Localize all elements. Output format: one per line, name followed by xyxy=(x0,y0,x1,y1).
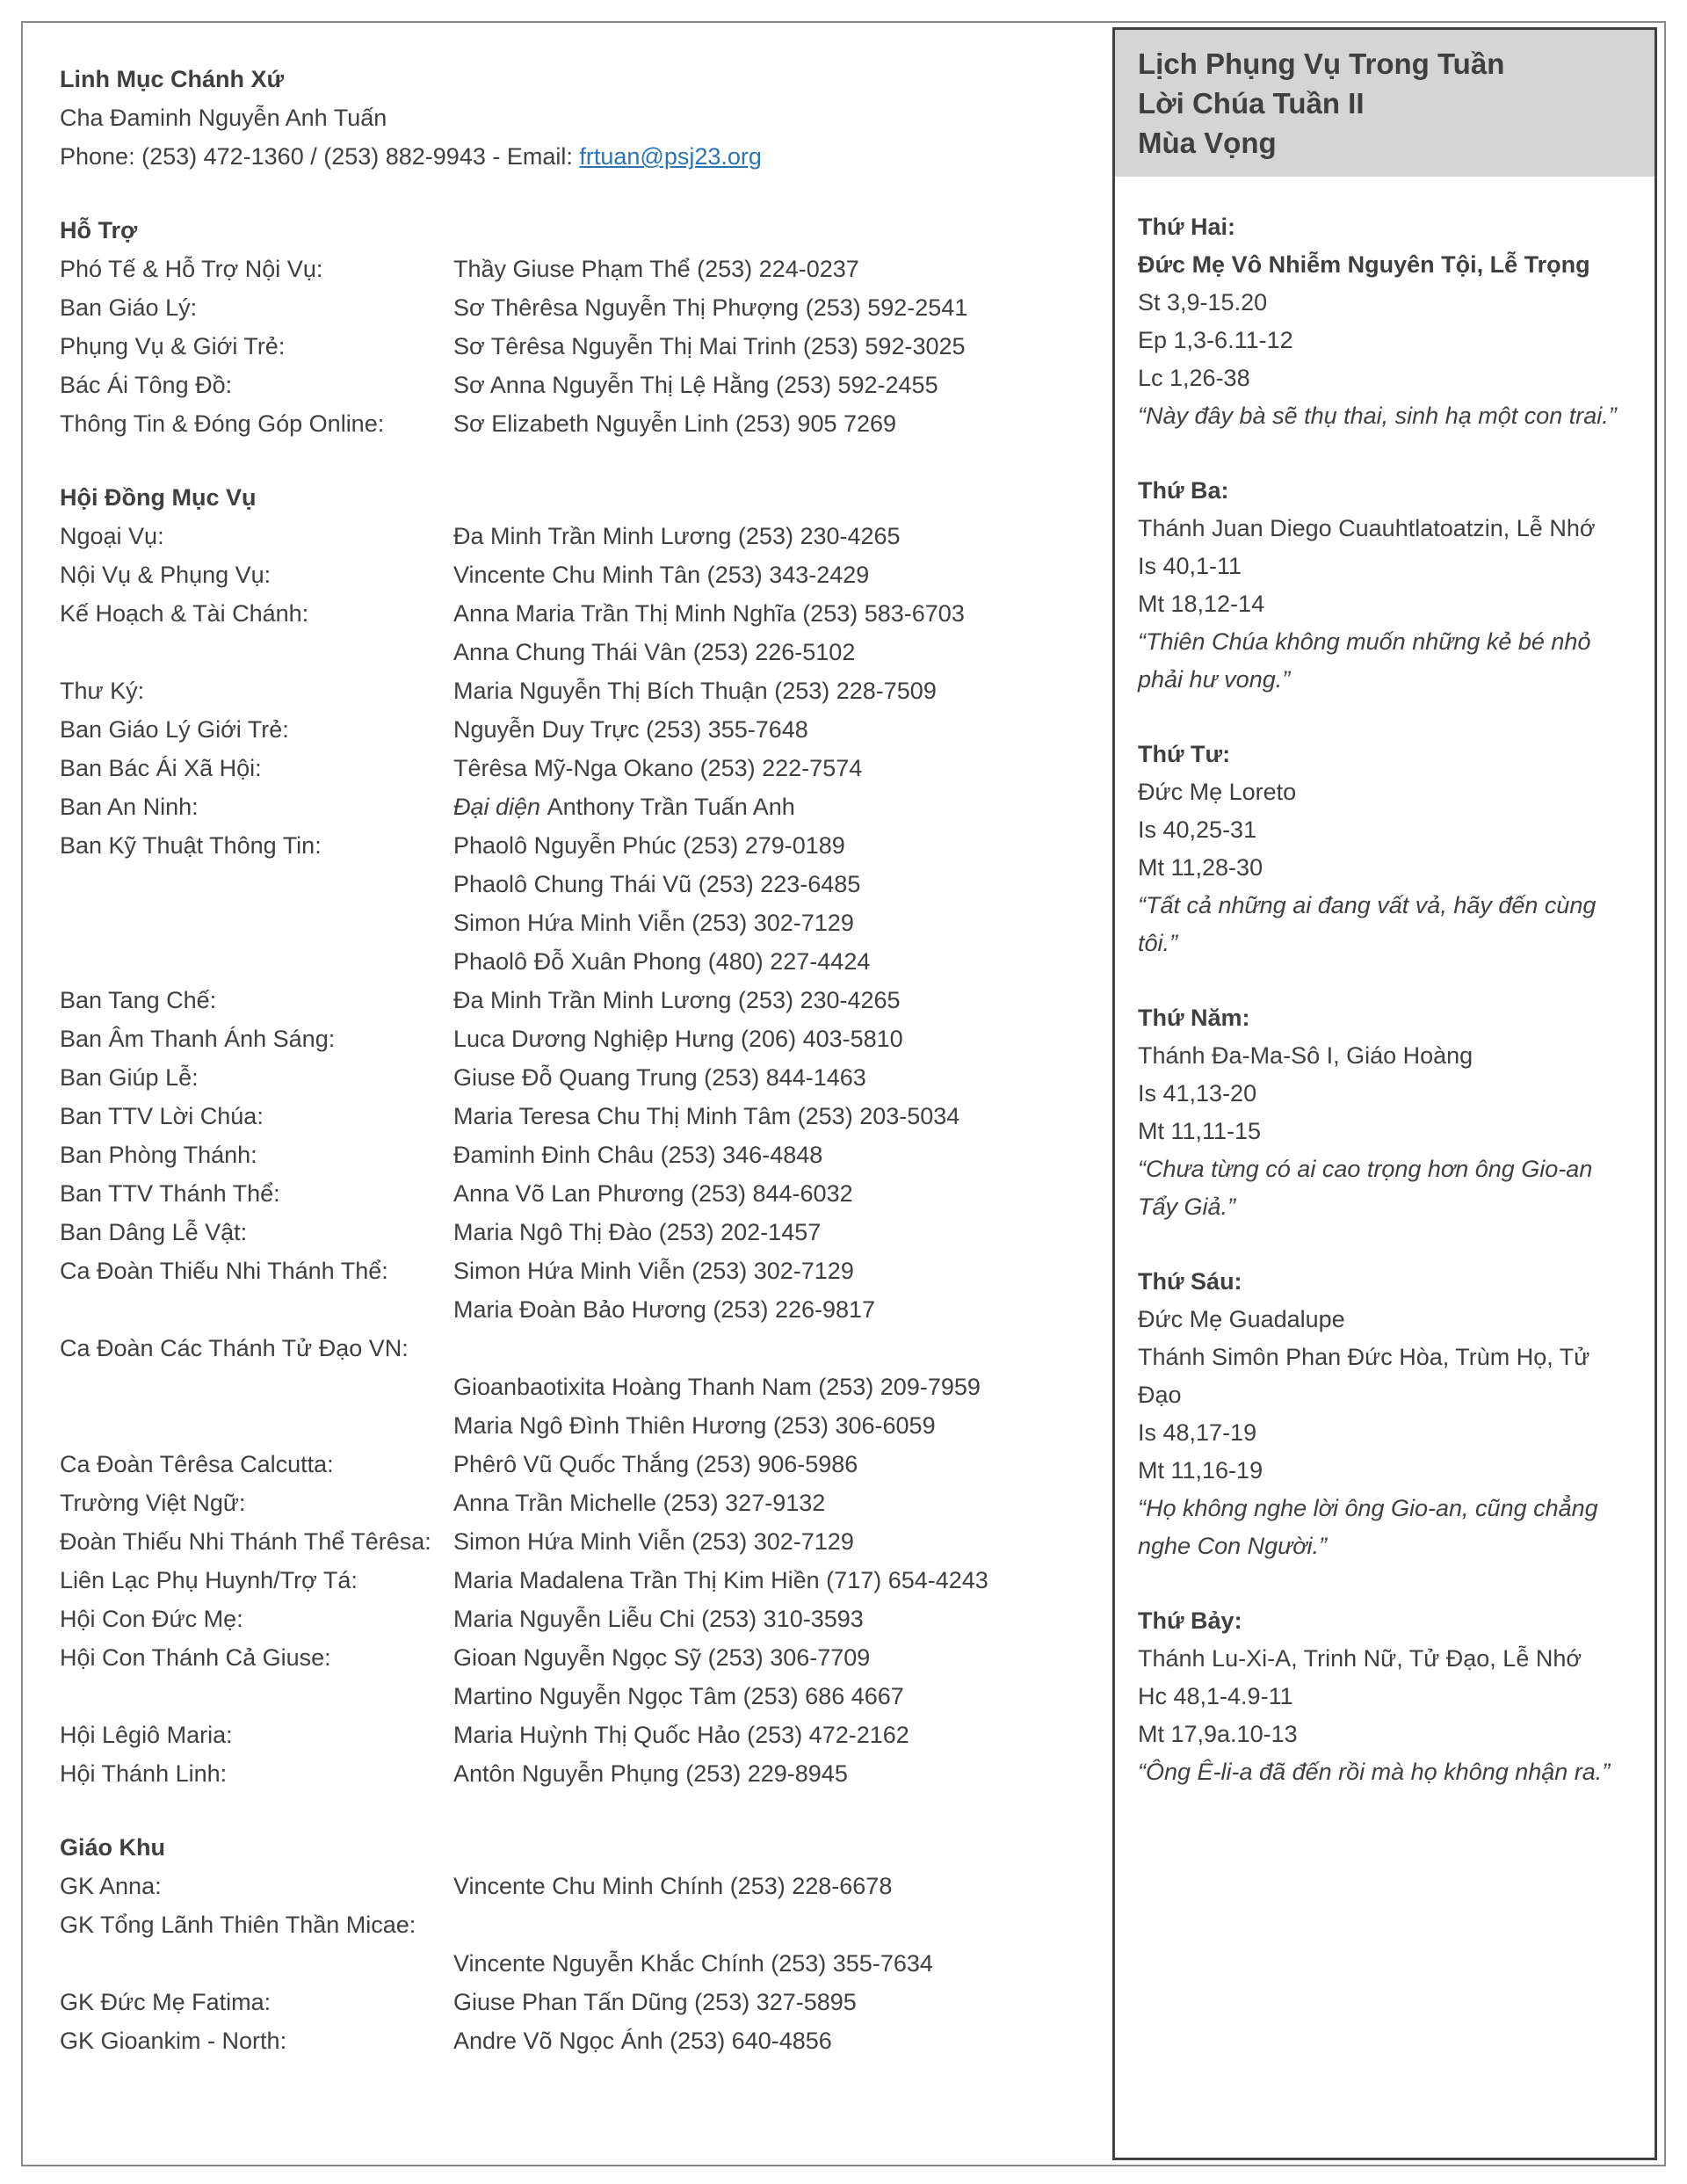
row-label: Liên Lạc Phụ Huynh/Trợ Tá: xyxy=(60,1567,358,1593)
directory-section xyxy=(60,1828,1091,2060)
feast-line: Thánh Lu-Xi-A, Trinh Nữ, Tử Đạo, Lễ Nhớ xyxy=(1138,1645,1582,1672)
day-feasts xyxy=(1138,1301,1632,1414)
row-value: Simon Hứa Minh Viễn (253) 302-7129 xyxy=(453,1528,854,1555)
row-value: Vincente Chu Minh Chính (253) 228-6678 xyxy=(453,1873,893,1899)
liturgy-days xyxy=(1115,208,1654,1809)
row-value: Giuse Đỗ Quang Trung (253) 844-1463 xyxy=(453,1064,866,1091)
row-value: Phêrô Vũ Quốc Thắng (253) 906-5986 xyxy=(453,1451,858,1477)
section-title: Hội Đồng Mục Vụ xyxy=(60,484,257,511)
directory-column xyxy=(23,23,1112,2165)
row-label: Ca Đoàn Thiếu Nhi Thánh Thể: xyxy=(60,1258,388,1284)
feast-line: Đức Mẹ Vô Nhiễm Nguyên Tội, Lễ Trọng xyxy=(1138,251,1590,278)
directory-row xyxy=(60,2021,1091,2060)
day-readings xyxy=(1138,548,1632,623)
row-value: Giuse Phan Tấn Dũng (253) 327-5895 xyxy=(453,1989,857,2015)
directory-row xyxy=(60,1983,1091,2021)
directory-row xyxy=(60,1600,1091,1638)
directory-row xyxy=(60,555,1091,594)
section-title: Giáo Khu xyxy=(60,1834,165,1861)
directory-row xyxy=(60,942,1091,981)
day-feasts xyxy=(1138,510,1632,548)
row-label: Thư Ký: xyxy=(60,678,145,704)
directory-row xyxy=(60,1638,1091,1677)
row-label: Ban Giáo Lý: xyxy=(60,294,198,321)
day-name: Thứ Tư: xyxy=(1138,741,1231,767)
reading-line: Mt 18,12-14 xyxy=(1138,591,1265,617)
row-value: Phaolô Đỗ Xuân Phong (480) 227-4424 xyxy=(453,948,871,975)
feast-line: Đức Mẹ Loreto xyxy=(1138,779,1297,805)
reading-line: Ep 1,3-6.11-12 xyxy=(1138,327,1293,353)
row-value: Têrêsa Mỹ-Nga Okano (253) 222-7574 xyxy=(453,755,863,781)
row-label: Hội Con Thánh Cả Giuse: xyxy=(60,1644,331,1671)
row-value: Anna Trần Michelle (253) 327-9132 xyxy=(453,1490,826,1516)
section-title: Hỗ Trợ xyxy=(60,217,138,243)
row-value: Đại diện Anthony Trần Tuấn Anh xyxy=(453,794,795,820)
row-label: GK Gioankim - North: xyxy=(60,2028,287,2054)
directory-row xyxy=(60,710,1091,749)
day-readings xyxy=(1138,811,1632,887)
feast-line: Đức Mẹ Guadalupe xyxy=(1138,1306,1345,1332)
row-value: Phaolô Nguyễn Phúc (253) 279-0189 xyxy=(453,832,845,859)
day-name: Thứ Sáu: xyxy=(1138,1268,1242,1295)
liturgy-box xyxy=(1112,27,1657,2160)
pastor-block xyxy=(60,60,1091,176)
row-label: Ban TTV Thánh Thể: xyxy=(60,1180,280,1207)
row-value: Maria Nguyễn Thị Bích Thuận (253) 228-7509 xyxy=(453,678,937,704)
liturgy-header-line-3: Mùa Vọng xyxy=(1138,127,1277,159)
row-label: Ban Âm Thanh Ánh Sáng: xyxy=(60,1026,336,1052)
directory-row xyxy=(60,671,1091,710)
directory-section xyxy=(60,211,1091,443)
row-label: Hội Lêgiô Maria: xyxy=(60,1722,233,1748)
row-value: Maria Madalena Trần Thị Kim Hiền (717) 654-4243 xyxy=(453,1567,988,1593)
row-value: Sơ Thêrêsa Nguyễn Thị Phượng (253) 592-2541 xyxy=(453,294,968,321)
directory-row xyxy=(60,1368,1091,1406)
row-value: Andre Võ Ngọc Ánh (253) 640-4856 xyxy=(453,2028,832,2054)
reading-line: Is 41,13-20 xyxy=(1138,1080,1257,1107)
day-name: Thứ Bảy: xyxy=(1138,1607,1242,1634)
reading-line: Is 40,25-31 xyxy=(1138,816,1257,843)
reading-line: Lc 1,26-38 xyxy=(1138,365,1250,391)
row-value: Maria Huỳnh Thị Quốc Hảo (253) 472-2162 xyxy=(453,1722,909,1748)
liturgy-day xyxy=(1138,999,1632,1226)
reading-line: Mt 11,11-15 xyxy=(1138,1118,1262,1144)
directory-row xyxy=(60,1329,1091,1368)
row-value: Sơ Elizabeth Nguyễn Linh (253) 905 7269 xyxy=(453,410,897,437)
pastor-section-title: Linh Mục Chánh Xứ xyxy=(60,66,285,92)
directory-row xyxy=(60,1561,1091,1600)
directory-row xyxy=(60,903,1091,942)
row-value: Anna Võ Lan Phương (253) 844-6032 xyxy=(453,1180,853,1207)
directory-row xyxy=(60,826,1091,865)
row-value: Phaolô Chung Thái Vũ (253) 223-6485 xyxy=(453,871,861,897)
directory-row xyxy=(60,633,1091,671)
pastor-email-link[interactable]: frtuan@psj23.org xyxy=(579,143,762,170)
directory-row xyxy=(60,1019,1091,1058)
directory-row xyxy=(60,327,1091,366)
row-value: Anna Chung Thái Vân (253) 226-5102 xyxy=(453,639,856,665)
row-value: Gioanbaotixita Hoàng Thanh Nam (253) 209-7959 xyxy=(453,1374,981,1400)
liturgy-header xyxy=(1115,30,1654,177)
directory-row xyxy=(60,404,1091,443)
day-readings xyxy=(1138,284,1632,397)
row-value: Maria Đoàn Bảo Hương (253) 226-9817 xyxy=(453,1296,876,1323)
row-value: Sơ Anna Nguyễn Thị Lệ Hằng (253) 592-2455 xyxy=(453,372,938,398)
row-value: Luca Dương Nghiệp Hưng (206) 403-5810 xyxy=(453,1026,903,1052)
row-value: Đa Minh Trần Minh Lương (253) 230-4265 xyxy=(453,523,901,549)
row-label: Ban Phòng Thánh: xyxy=(60,1142,257,1168)
bulletin-page xyxy=(21,21,1666,2166)
directory-section xyxy=(60,478,1091,1793)
directory-row xyxy=(60,1097,1091,1136)
row-value: Anna Maria Trần Thị Minh Nghĩa (253) 583-6703 xyxy=(453,600,965,627)
directory-row xyxy=(60,366,1091,404)
row-value: Maria Nguyễn Liễu Chi (253) 310-3593 xyxy=(453,1606,864,1632)
day-quote: “Chưa từng có ai cao trọng hơn ông Gio-an Tẩy Giả.” xyxy=(1138,1156,1593,1220)
row-value: Maria Ngô Đình Thiên Hương (253) 306-6059 xyxy=(453,1412,936,1439)
liturgy-day xyxy=(1138,1263,1632,1565)
row-label: Thông Tin & Đóng Góp Online: xyxy=(60,410,385,437)
feast-line: Thánh Juan Diego Cuauhtlatoatzin, Lễ Nhớ xyxy=(1138,515,1596,541)
row-value: Gioan Nguyễn Ngọc Sỹ (253) 306-7709 xyxy=(453,1644,871,1671)
directory-row xyxy=(60,749,1091,787)
directory-row xyxy=(60,1867,1091,1905)
row-value: Nguyễn Duy Trực (253) 355-7648 xyxy=(453,716,808,743)
directory-row xyxy=(60,517,1091,555)
reading-line: St 3,9-15.20 xyxy=(1138,289,1268,316)
directory-row xyxy=(60,288,1091,327)
day-name: Thứ Năm: xyxy=(1138,1005,1250,1031)
row-label: Phó Tế & Hỗ Trợ Nội Vụ: xyxy=(60,256,323,282)
reading-line: Hc 48,1-4.9-11 xyxy=(1138,1683,1293,1709)
pastor-contact-line xyxy=(60,137,1091,176)
day-feasts xyxy=(1138,246,1632,284)
day-quote: “Thiên Chúa không muốn những kẻ bé nhỏ phải hư vong.” xyxy=(1138,628,1591,693)
liturgy-header-line-2: Lời Chúa Tuần II xyxy=(1138,87,1365,120)
row-label: Ban Giúp Lễ: xyxy=(60,1064,199,1091)
reading-line: Mt 11,16-19 xyxy=(1138,1457,1263,1484)
row-value: Martino Nguyễn Ngọc Tâm (253) 686 4667 xyxy=(453,1683,904,1709)
liturgy-day xyxy=(1138,736,1632,962)
day-name: Thứ Hai: xyxy=(1138,214,1236,240)
liturgy-header-line-1: Lịch Phụng Vụ Trong Tuần xyxy=(1138,47,1505,80)
row-value: Thầy Giuse Phạm Thể (253) 224-0237 xyxy=(453,256,859,282)
row-value: Simon Hứa Minh Viễn (253) 302-7129 xyxy=(453,1258,854,1284)
row-value: Đaminh Đinh Châu (253) 346-4848 xyxy=(453,1142,823,1168)
day-quote: “Ông Ê-li-a đã đến rồi mà họ không nhận ra.” xyxy=(1138,1759,1611,1785)
section-rows xyxy=(60,250,1091,443)
row-label: Ban An Ninh: xyxy=(60,794,199,820)
directory-row xyxy=(60,1252,1091,1290)
directory-row xyxy=(60,1944,1091,1983)
feast-line: Thánh Đa-Ma-Sô I, Giáo Hoàng xyxy=(1138,1042,1473,1069)
day-quote: “Này đây bà sẽ thụ thai, sinh hạ một con trai.” xyxy=(1138,403,1617,429)
reading-line: Mt 11,28-30 xyxy=(1138,854,1263,881)
row-label: Ban Bác Ái Xã Hội: xyxy=(60,755,262,781)
section-rows xyxy=(60,517,1091,1793)
directory-row xyxy=(60,1677,1091,1716)
directory-row xyxy=(60,1754,1091,1793)
row-label: Phụng Vụ & Giới Trẻ: xyxy=(60,333,286,359)
reading-line: Mt 17,9a.10-13 xyxy=(1138,1721,1298,1747)
row-label: GK Tổng Lãnh Thiên Thần Micae: xyxy=(60,1912,416,1938)
day-quote: “Họ không nghe lời ông Gio-an, cũng chẳng nghe Con Người.” xyxy=(1138,1495,1598,1559)
row-label: Ban Tang Chế: xyxy=(60,987,217,1013)
directory-row xyxy=(60,981,1091,1019)
directory-row xyxy=(60,1290,1091,1329)
row-label: Nội Vụ & Phụng Vụ: xyxy=(60,562,272,588)
directory-row xyxy=(60,1174,1091,1213)
liturgy-day xyxy=(1138,1602,1632,1791)
day-feasts xyxy=(1138,773,1632,811)
row-label: Ngoại Vụ: xyxy=(60,523,164,549)
row-label: Đoàn Thiếu Nhi Thánh Thể Têrêsa: xyxy=(60,1528,431,1555)
reading-line: Is 40,1-11 xyxy=(1138,553,1242,579)
row-label: Hội Con Đức Mẹ: xyxy=(60,1606,243,1632)
row-label: Ca Đoàn Têrêsa Calcutta: xyxy=(60,1451,334,1477)
reading-line: Is 48,17-19 xyxy=(1138,1419,1257,1446)
directory-row xyxy=(60,594,1091,633)
day-readings xyxy=(1138,1075,1632,1150)
directory-row xyxy=(60,1136,1091,1174)
directory-row xyxy=(60,1905,1091,1944)
liturgy-day xyxy=(1138,208,1632,435)
row-label: Ban Dâng Lễ Vật: xyxy=(60,1219,248,1245)
row-label: Ca Đoàn Các Thánh Tử Đạo VN: xyxy=(60,1335,409,1361)
row-value: Đa Minh Trần Minh Lương (253) 230-4265 xyxy=(453,987,901,1013)
feast-line: Thánh Simôn Phan Đức Hòa, Trùm Họ, Tử Đạo xyxy=(1138,1344,1590,1408)
directory-row xyxy=(60,1716,1091,1754)
row-value: Vincente Chu Minh Tân (253) 343-2429 xyxy=(453,562,870,588)
directory-row xyxy=(60,1522,1091,1561)
row-label: Ban TTV Lời Chúa: xyxy=(60,1103,264,1129)
row-label: Kế Hoạch & Tài Chánh: xyxy=(60,600,309,627)
directory-row xyxy=(60,787,1091,826)
directory-row xyxy=(60,1484,1091,1522)
row-label: Hội Thánh Linh: xyxy=(60,1760,228,1787)
row-value: Vincente Nguyễn Khắc Chính (253) 355-7634 xyxy=(453,1950,933,1977)
section-rows xyxy=(60,1867,1091,2060)
directory-row xyxy=(60,1058,1091,1097)
directory-row xyxy=(60,865,1091,903)
row-label: Bác Ái Tông Đồ: xyxy=(60,372,233,398)
row-value: Sơ Têrêsa Nguyễn Thị Mai Trinh (253) 592-3025 xyxy=(453,333,966,359)
day-readings xyxy=(1138,1414,1632,1490)
day-feasts xyxy=(1138,1037,1632,1075)
row-label: GK Đức Mẹ Fatima: xyxy=(60,1989,272,2015)
directory-row xyxy=(60,1406,1091,1445)
directory-sections xyxy=(60,211,1091,2060)
day-readings xyxy=(1138,1678,1632,1753)
row-label: GK Anna: xyxy=(60,1873,162,1899)
row-value: Antôn Nguyễn Phụng (253) 229-8945 xyxy=(453,1760,848,1787)
row-value: Maria Ngô Thị Đào (253) 202-1457 xyxy=(453,1219,822,1245)
directory-row xyxy=(60,1213,1091,1252)
directory-row xyxy=(60,1445,1091,1484)
row-label: Trường Việt Ngữ: xyxy=(60,1490,246,1516)
directory-row xyxy=(60,250,1091,288)
row-value: Maria Teresa Chu Thị Minh Tâm (253) 203-5034 xyxy=(453,1103,960,1129)
day-name: Thứ Ba: xyxy=(1138,477,1229,504)
row-value: Simon Hứa Minh Viễn (253) 302-7129 xyxy=(453,910,854,936)
liturgy-day xyxy=(1138,472,1632,699)
day-quote: “Tất cả những ai đang vất vả, hãy đến cùng tôi.” xyxy=(1138,892,1596,956)
row-label: Ban Kỹ Thuật Thông Tin: xyxy=(60,832,322,859)
day-feasts xyxy=(1138,1640,1632,1678)
pastor-contact-prefix: Phone: (253) 472-1360 / (253) 882-9943 - Email: xyxy=(60,143,580,170)
row-label: Ban Giáo Lý Giới Trẻ: xyxy=(60,716,289,743)
pastor-name: Cha Đaminh Nguyễn Anh Tuấn xyxy=(60,105,387,131)
